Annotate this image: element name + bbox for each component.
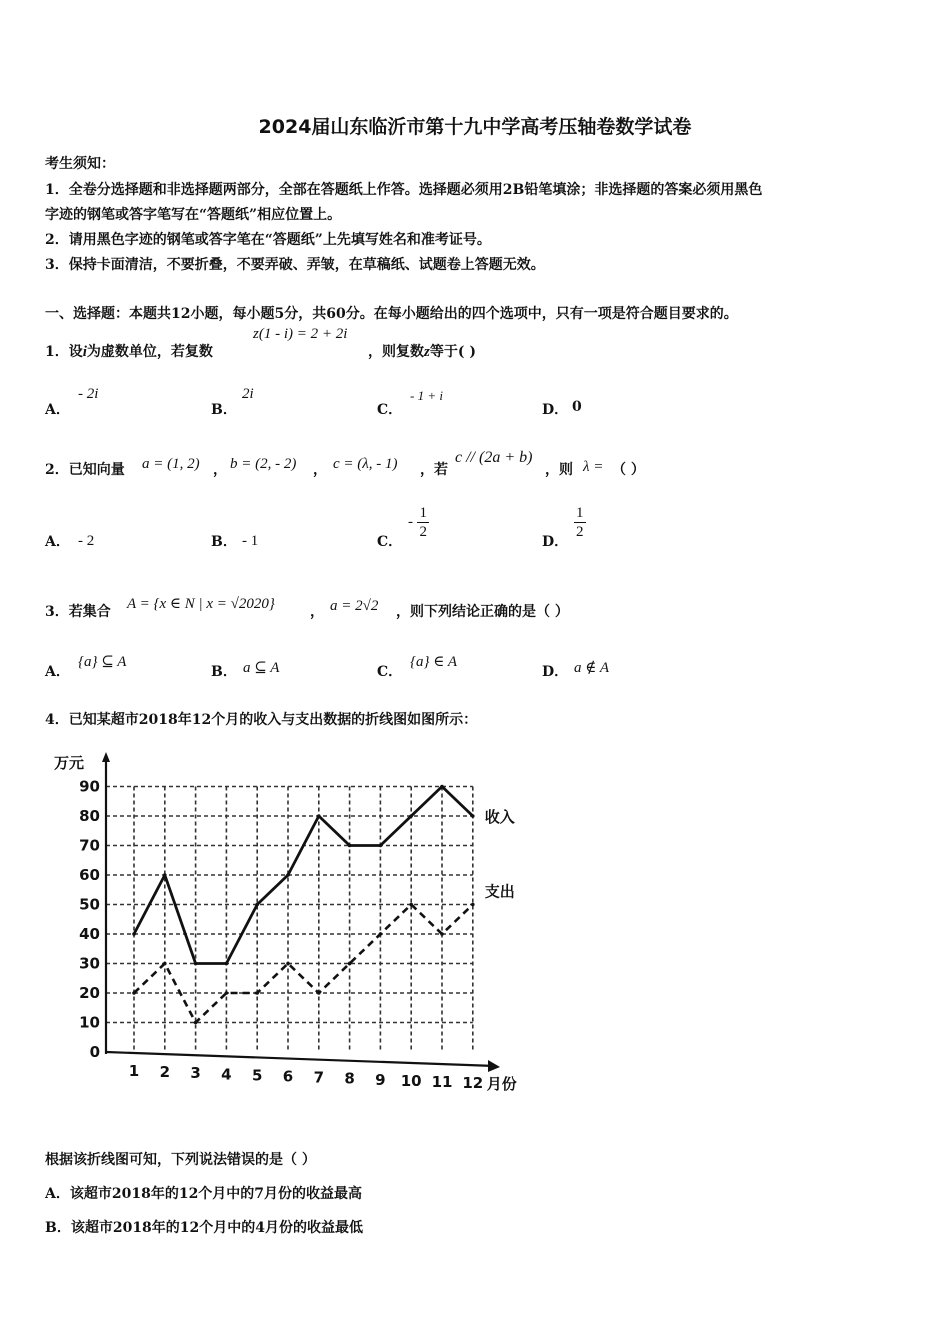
q3-comma: ， [310,604,324,620]
q3-option-a-label[interactable]: A． [45,664,70,680]
point-expense-12 [471,903,475,907]
x-axis-arrow [488,1060,500,1072]
q2-option-a-label[interactable]: A． [45,534,70,550]
q1-option-d-value: 0 [572,399,582,415]
q2-option-d-den: 2 [576,524,584,540]
q2-condition: c // (2a + b) [455,449,533,466]
y-tick-label-90: 90 [79,777,100,796]
q1-post-a: ，则复数 [368,344,424,360]
y-tick-label-60: 60 [79,866,100,884]
q4-option-a[interactable]: A．该超市2018年的12个月中的7月份的收益最高 [45,1186,363,1202]
q2-option-c-value [408,504,429,541]
q2-post-a: ，则 [545,462,573,478]
q2-vector-c: c = (λ, - 1) [333,456,398,472]
q1-option-b-value: 2i [242,386,254,402]
y-axis-arrow [102,752,110,762]
q2-option-d-label[interactable]: D． [542,534,569,550]
y-tick-label-0: 0 [89,1043,100,1061]
q2-option-d-num: 1 [576,505,584,521]
q1-mid: 为虚数单位，若复数 [86,344,213,360]
q3-option-c-value: {a} ∈ A [410,654,457,670]
y-tick-label-70: 70 [79,836,100,855]
y-tick-label-20: 20 [79,984,100,1002]
q3-post: ，则下列结论正确的是（ ） [396,604,569,620]
q1-option-d-label[interactable]: D． [542,402,569,418]
q1-option-b-label[interactable]: B． [211,402,237,418]
q2-option-b-value: - 1 [242,533,259,549]
q2-comma-2: ， [313,462,327,478]
notice-line-3: 3．保持卡面清洁，不要折叠，不要弄破、弄皱，在草稿纸、试题卷上答题无效。 [45,257,545,273]
q4-stem: 4．已知某超市2018年12个月的收入与支出数据的折线图如图所示： [45,712,478,728]
q2-ruo: ，若 [420,462,448,478]
x-tick-label-7: 7 [313,1068,325,1087]
x-tick-label-10: 10 [400,1071,422,1090]
q1-option-c-value: - 1 + i [410,388,443,403]
q2-option-c-den: 2 [419,524,427,540]
q2-option-d-fraction [574,504,586,541]
q2-pre: 2．已知向量 [45,462,125,478]
q1-expression: z(1 - i) = 2 + 2i [253,326,348,342]
point-income-1 [132,932,136,936]
x-tick-label-6: 6 [282,1067,294,1086]
notice-line-1a: 1．全卷分选择题和非选择题两部分，全部在答题纸上作答。选择题必须用2B铅笔填涂；非选择题的答案必须用黑色 [45,182,763,198]
x-tick-label-12: 12 [462,1074,484,1093]
x-tick-label-4: 4 [221,1065,232,1084]
point-income-4 [225,962,229,966]
point-income-6 [286,873,290,877]
q1-stem-tail [368,341,476,361]
point-income-7 [317,814,321,818]
q2-option-d-value [574,504,586,541]
q3-option-c-label[interactable]: C． [377,664,403,680]
q3-option-d-value: a ∉ A [574,660,609,676]
legend-label-expense: 支出 [484,882,515,901]
q2-vector-b: b = (2, - 2) [230,456,297,472]
q2-option-c-sign: - [408,514,413,530]
q2-vector-a: a = (1, 2) [142,456,200,472]
q3-option-a-value: {a} ⊆ A [78,654,127,670]
point-expense-4 [225,991,229,995]
legend-label-income: 收入 [484,808,515,826]
q2-option-c-label[interactable]: C． [377,534,403,550]
q2-option-c-num: 1 [419,505,427,521]
q2-post-b: （ ） [612,462,645,478]
point-expense-9 [379,932,383,936]
point-expense-5 [255,991,259,995]
x-axis-title: 月份 [486,1075,517,1093]
x-tick-label-5: 5 [251,1066,263,1085]
q2-option-c-fraction [417,504,429,541]
point-expense-6 [286,962,290,966]
x-tick-label-1: 1 [128,1062,140,1080]
y-tick-label-30: 30 [79,954,100,973]
point-income-9 [379,844,383,848]
point-expense-2 [163,962,167,966]
q1-option-a-value: - 2i [78,386,99,402]
q3-a-value: a = 2√2 [330,598,379,614]
notice-heading: 考生须知： [45,156,115,172]
q1-stem [45,341,213,361]
point-income-11 [440,785,444,789]
document-title: 2024届山东临沂市第十九中学高考压轴卷数学试卷 [258,116,692,138]
point-expense-1 [132,991,136,995]
y-axis-title: 万元 [54,754,85,772]
income-expense-line-chart [50,748,540,1104]
q3-option-b-label[interactable]: B． [211,664,237,680]
q4-option-b[interactable]: B．该超市2018年的12个月中的4月份的收益最低 [45,1220,364,1236]
x-tick-label-2: 2 [159,1063,171,1082]
q1-option-c-label[interactable]: C． [377,402,403,418]
point-expense-11 [440,932,444,936]
q1-option-a-label[interactable]: A． [45,402,70,418]
point-expense-7 [317,991,321,995]
y-tick-label-80: 80 [79,807,100,825]
point-income-8 [348,844,352,848]
point-expense-3 [194,1021,198,1025]
notice-line-2: 2．请用黑色字迹的钢笔或答字笔在“答题纸”上先填写姓名和准考证号。 [45,232,491,248]
q2-lambda: λ = [583,459,604,475]
q2-comma-1: ， [213,462,227,478]
point-expense-10 [409,903,413,907]
q1-z: z [424,344,430,360]
point-expense-8 [348,962,352,966]
x-tick-label-8: 8 [344,1069,355,1088]
q1-pre: 1．设 [45,344,83,360]
point-income-10 [409,814,413,818]
q3-option-d-label[interactable]: D． [542,664,569,680]
q2-option-b-label[interactable]: B． [211,534,237,550]
x-tick-label-3: 3 [190,1064,201,1083]
point-income-3 [194,962,198,966]
q3-option-b-value: a ⊆ A [243,660,280,676]
point-income-2 [163,873,167,877]
x-tick-label-9: 9 [375,1070,386,1089]
y-tick-label-40: 40 [79,925,100,943]
y-tick-label-10: 10 [79,1013,100,1032]
notice-line-1b: 字迹的钢笔或答字笔写在“答题纸”相应位置上。 [45,207,342,223]
q1-post-b: 等于( ) [429,344,476,360]
y-tick-label-50: 50 [79,895,100,914]
q4-question: 根据该折线图可知，下列说法错误的是（ ） [45,1152,316,1168]
q3-pre: 3．若集合 [45,604,111,620]
q3-set-a: A = {x ∈ N | x = √2020} [127,596,275,612]
section-heading: 一、选择题：本题共12小题，每小题5分，共60分。在每小题给出的四个选项中，只有一项是符合题目要求的。 [45,306,738,322]
point-income-5 [255,903,259,907]
q1-i: i [82,344,87,360]
q2-option-a-value: - 2 [78,533,95,549]
x-tick-label-11: 11 [431,1073,453,1091]
point-income-12 [471,814,475,818]
